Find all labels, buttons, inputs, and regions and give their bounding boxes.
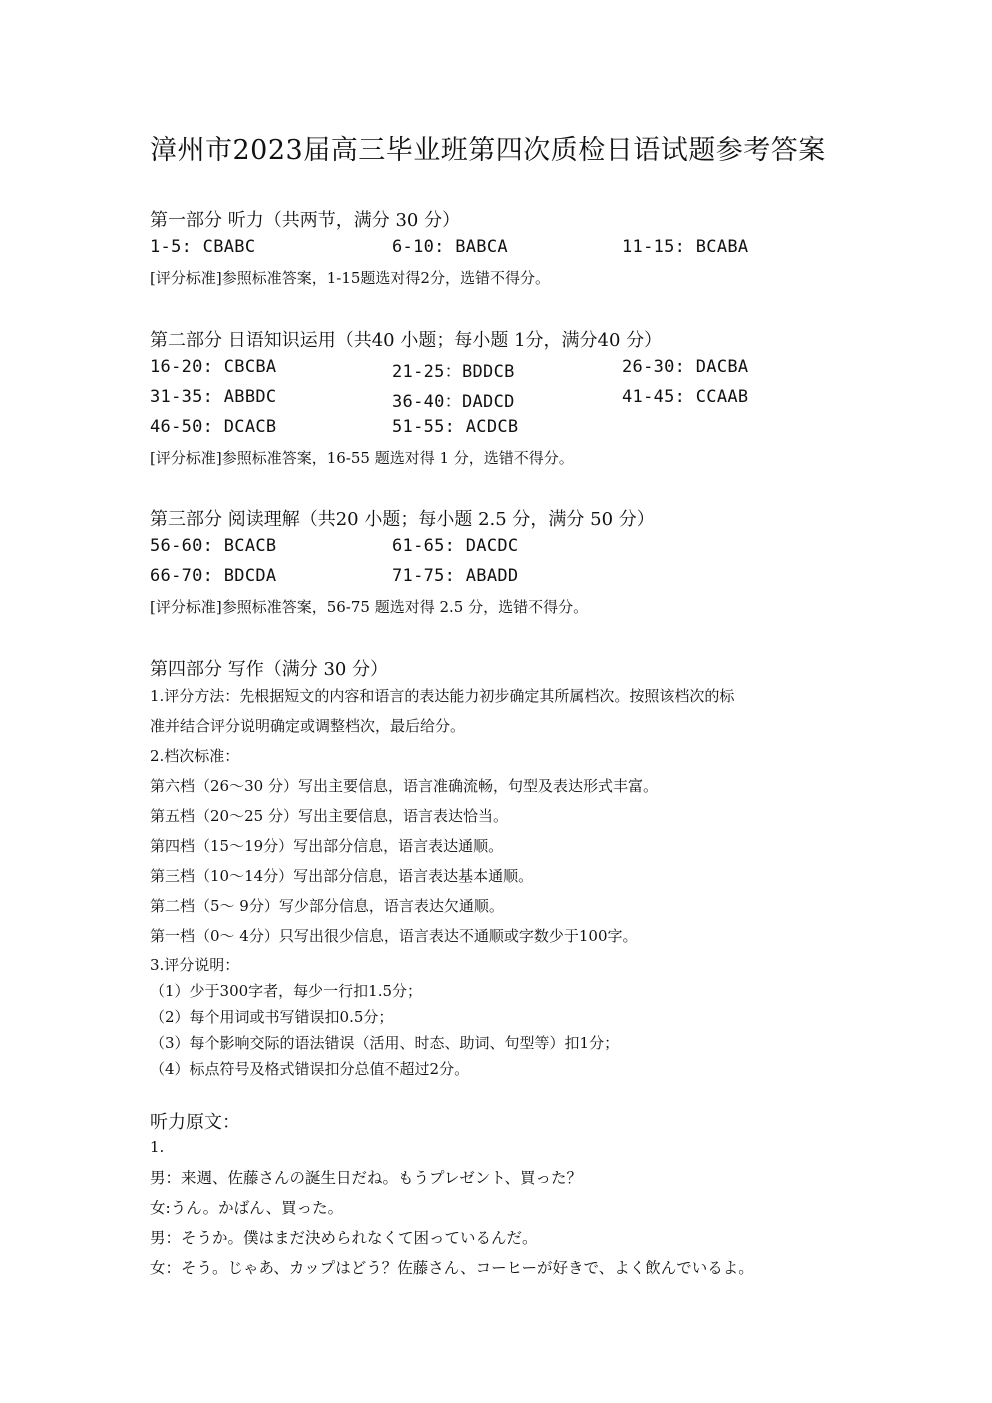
part4-line: 准并结合评分说明确定或调整档次，最后给分。 xyxy=(150,717,466,735)
page-title: 漳州市2023届高三毕业班第四次质检日语试题参考答案 xyxy=(150,135,826,166)
part3-answer: 56-60: BCACB xyxy=(150,536,277,556)
part4-line: 1.评分方法：先根据短文的内容和语言的表达能力初步确定其所属档次。按照该档次的标 xyxy=(150,687,735,705)
part2-answer: 41-45: CCAAB xyxy=(622,387,749,407)
part2-answer: 16-20: CBCBA xyxy=(150,357,277,377)
part1-scoring-note: [评分标准]参照标准答案，1-15题选对得2分，选错不得分。 xyxy=(150,269,550,287)
dialog-line: 男：来週、佐藤さんの誕生日だね。もうプレゼント、買った？ xyxy=(150,1169,582,1187)
listening-heading: 听力原文： xyxy=(150,1112,240,1133)
part1-answer-2: 6-10: BABCA xyxy=(392,237,508,257)
part2-answer: 51-55: ACDCB xyxy=(392,417,519,437)
part4-line: （2）每个用词或书写错误扣0.5分； xyxy=(150,1008,394,1026)
part3-heading: 第三部分 阅读理解（共20 小题；每小题 2.5 分，满分 50 分） xyxy=(150,509,655,530)
part4-line: 第三档（10～14分）写出部分信息，语言表达基本通顺。 xyxy=(150,867,534,885)
part2-answer: 46-50: DCACB xyxy=(150,417,277,437)
part4-line: 第二档（5～ 9分）写少部分信息，语言表达欠通顺。 xyxy=(150,897,504,915)
part2-answer: 21-25：BDDCB xyxy=(392,362,515,382)
part2-scoring-note: [评分标准]参照标准答案，16-55 题选对得 1 分，选错不得分。 xyxy=(150,449,574,467)
part4-line: 第六档（26～30 分）写出主要信息，语言准确流畅，句型及表达形式丰富。 xyxy=(150,777,658,795)
part2-answer: 36-40：DADCD xyxy=(392,392,515,412)
part1-answer-3: 11-15: BCABA xyxy=(622,237,749,257)
part4-line: 3.评分说明： xyxy=(150,956,240,974)
part4-line: （3）每个影响交际的语法错误（活用、时态、助词、句型等）扣1分； xyxy=(150,1034,620,1052)
dialog-line: 女:うん。かばん、買った。 xyxy=(150,1199,344,1217)
part1-heading: 第一部分 听力（共两节，满分 30 分） xyxy=(150,210,461,231)
dialog-line: 女：そう。じゃあ、カップはどう？佐藤さん、コーヒーが好きで、よく飲んでいるよ。 xyxy=(150,1259,754,1277)
dialog-line: 男：そうか。僕はまだ決められなくて困っているんだ。 xyxy=(150,1229,538,1247)
part4-line: 第五档（20～25 分）写出主要信息，语言表达恰当。 xyxy=(150,807,508,825)
listening-number: 1. xyxy=(150,1138,165,1156)
part4-line: 2.档次标准： xyxy=(150,747,240,765)
part4-heading: 第四部分 写作（满分 30 分） xyxy=(150,659,389,680)
part1-answer-1: 1-5: CBABC xyxy=(150,237,256,257)
part4-line: （4）标点符号及格式错误扣分总值不超过2分。 xyxy=(150,1060,470,1078)
part2-answer: 31-35: ABBDC xyxy=(150,387,277,407)
part3-scoring-note: [评分标准]参照标准答案，56-75 题选对得 2.5 分，选错不得分。 xyxy=(150,598,589,616)
part3-answer: 71-75: ABADD xyxy=(392,566,519,586)
part3-answer: 66-70: BDCDA xyxy=(150,566,277,586)
part3-answer: 61-65: DACDC xyxy=(392,536,519,556)
part4-line: （1）少于300字者，每少一行扣1.5分； xyxy=(150,982,423,1000)
part2-heading: 第二部分 日语知识运用（共40 小题；每小题 1分，满分40 分） xyxy=(150,330,663,351)
part2-answer: 26-30: DACBA xyxy=(622,357,749,377)
part4-line: 第四档（15～19分）写出部分信息，语言表达通顺。 xyxy=(150,837,504,855)
part4-line: 第一档（0～ 4分）只写出很少信息，语言表达不通顺或字数少于100字。 xyxy=(150,927,638,945)
